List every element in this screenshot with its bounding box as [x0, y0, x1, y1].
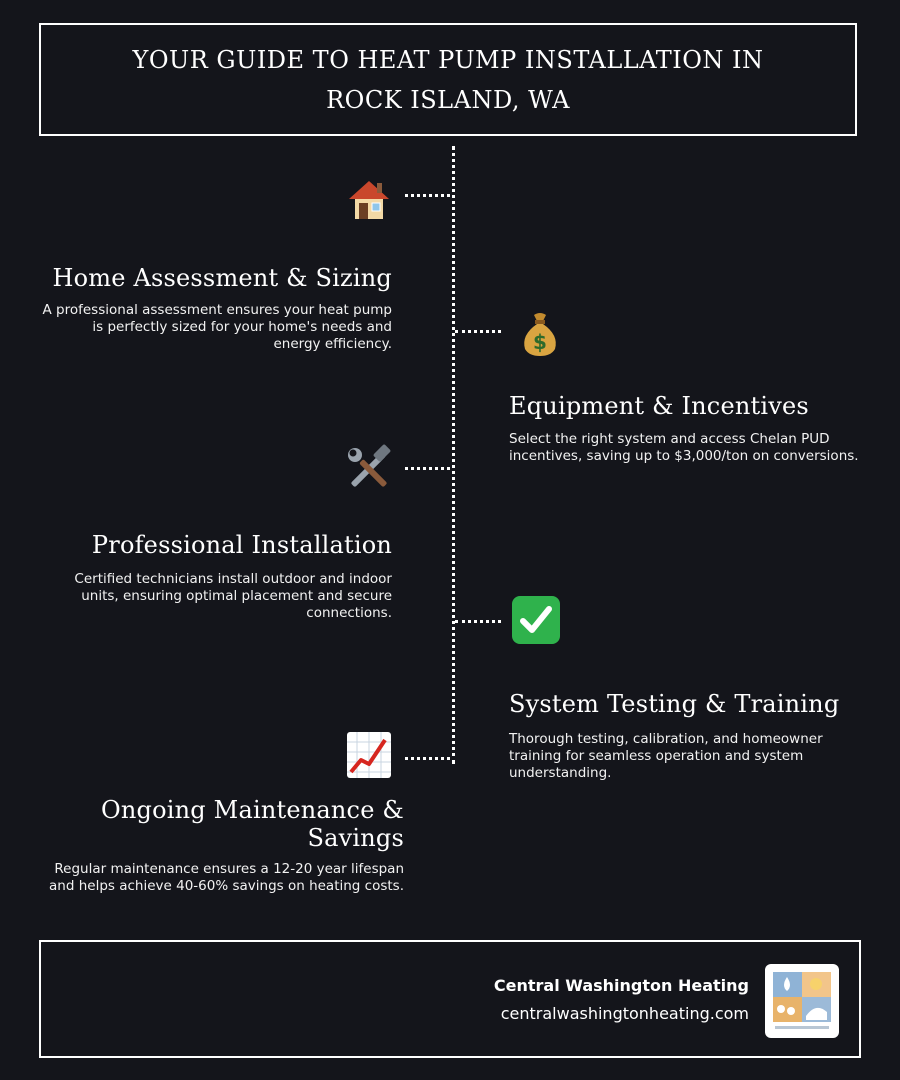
- timeline-connector: [405, 757, 450, 760]
- timeline-connector: [455, 330, 501, 333]
- company-url-link[interactable]: centralwashingtonheating.com: [500, 1004, 749, 1023]
- timeline-connector: [405, 194, 450, 197]
- house-icon: [344, 174, 394, 224]
- check-mark-icon: [511, 595, 561, 645]
- footer: [39, 940, 861, 1058]
- step-title: Equipment & Incentives: [509, 392, 809, 420]
- step-title: System Testing & Training: [509, 690, 840, 718]
- step-title: Professional Installation: [91, 531, 392, 559]
- money-bag-icon: [515, 308, 565, 358]
- title-box: [39, 23, 857, 136]
- timeline-connector: [405, 467, 450, 470]
- page-title: YOUR GUIDE TO HEAT PUMP INSTALLATION IN ROCK ISLAND, WA: [132, 45, 764, 114]
- step-description: Certified technicians install outdoor and indoor units, ensuring optimal placement and secure connections.: [74, 571, 392, 621]
- step-description: Select the right system and access Chelan PUD incentives, saving up to $3,000/ton on conversions.: [509, 431, 859, 464]
- company-logo-icon: [765, 964, 839, 1038]
- timeline-line: [452, 146, 455, 764]
- svg-text:$: $: [533, 330, 547, 354]
- chart-increasing-icon: [344, 730, 394, 780]
- step-title: Home Assessment & Sizing: [52, 264, 392, 292]
- step-title: Ongoing Maintenance & Savings: [101, 796, 404, 852]
- timeline-connector: [455, 620, 501, 623]
- step-description: A professional assessment ensures your heat pump is perfectly sized for your home's needs and energy efficiency.: [42, 302, 392, 352]
- step-description: Regular maintenance ensures a 12-20 year lifespan and helps achieve 40-60% savings on heating costs.: [49, 861, 404, 894]
- company-name: Central Washington Heating: [493, 976, 749, 995]
- step-description: Thorough testing, calibration, and homeowner training for seamless operation and system understanding.: [509, 731, 823, 781]
- hammer-wrench-icon: [344, 444, 394, 494]
